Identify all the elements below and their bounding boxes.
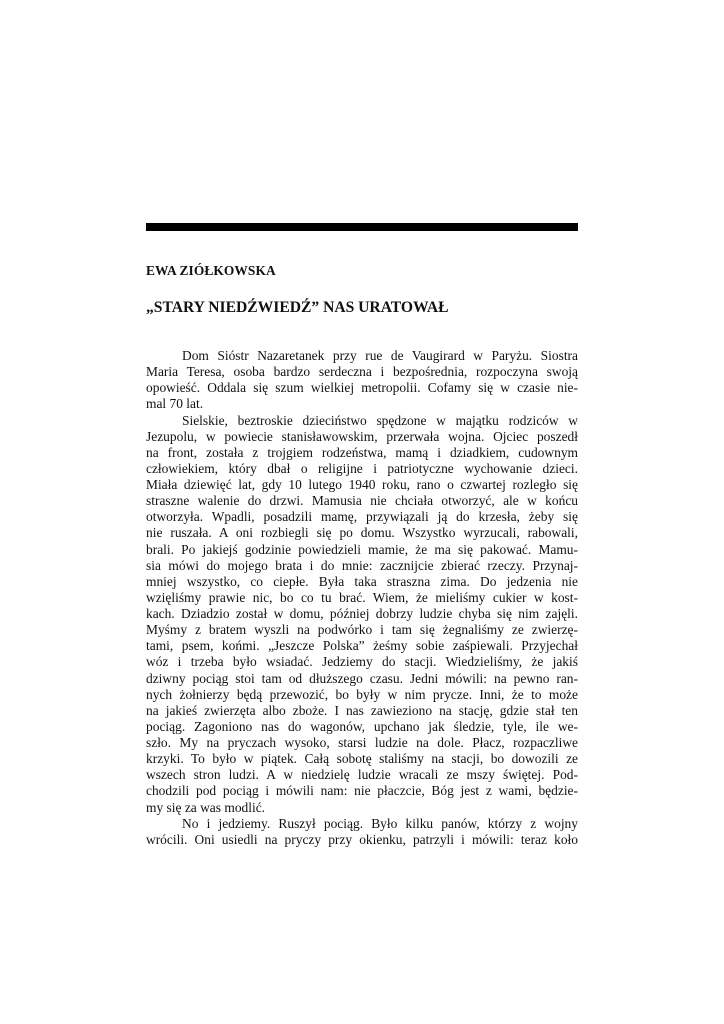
body-text-line: człowiekiem, który dbał o religijne i patriotyczne wychowanie dzieci.	[146, 460, 578, 476]
body-text-line: mniej wszystko, co ciepłe. Była taka straszna zima. Do jedzenia nie	[146, 573, 578, 589]
body-text-line: mal 70 lat.	[146, 396, 204, 412]
body-text-line: dziwny pociąg stoi tam od dłuższego czasu. Jedni mówili: na pewno ran-	[146, 670, 578, 686]
body-text-line: Sielskie, beztroskie dzieciństwo spędzone w majątku rodziców w	[182, 412, 578, 428]
body-text-line: Jezupolu, w powiecie stanisławowskim, przerwała wojna. Ojciec poszedł	[146, 428, 578, 444]
body-text-line: wszech stron ludzi. A w niedzielę ludzie wracali ze mszy świętej. Pod-	[146, 767, 578, 783]
body-text-line: wóz i trzeba było wsiadać. Jedziemy do stacji. Wiedzieliśmy, że jakiś	[146, 654, 578, 670]
body-text-line: nych żołnierzy będą przewozić, bo były w nim prycze. Inni, że to może	[146, 686, 578, 702]
body-text-line: krzyki. To było w piątek. Całą sobotę staliśmy na stacji, bo dowozili ze	[146, 751, 578, 767]
body-text-line: tami, psem, końmi. „Jeszcze Polska” żeśmy sobie zaśpiewali. Przyjechał	[146, 638, 578, 654]
body-text-line: my się za was modlić.	[146, 799, 266, 815]
body-text-line: na front, została z trojgiem rodzeństwa, mamą i dziadkiem, cudownym	[146, 444, 578, 460]
body-text-line: otworzyła. Wpadli, posadzili mamę, przywiązali ją do krzesła, żeby się	[146, 509, 578, 525]
body-text-line: nie ruszała. A oni rozbiegli się po domu. Wszystko wyrzucali, rabowali,	[146, 525, 578, 541]
body-text-line: szło. My na pryczach wysoko, starsi ludzie na dole. Płacz, rozpaczliwe	[146, 735, 578, 750]
body-text-line: na jakieś zwierzęta albo zboże. I nas zawieziono na stację, gdzie stał ten	[146, 702, 578, 718]
body-text-line: Dom Sióstr Nazaretanek przy rue de Vaugirard w Paryżu. Siostra	[182, 348, 578, 363]
article-author: EWA ZIÓŁKOWSKA	[146, 263, 276, 278]
body-text-line: pociąg. Zagoniono nas do wagonów, upchano jak śledzie, tyle, ile we-	[146, 718, 578, 734]
body-text-line: sia mówi do mojego brata i do mnie: zacznijcie zbierać rzeczy. Przynaj-	[146, 557, 578, 573]
article-title: „STARY NIEDŹWIEDŹ” NAS URATOWAŁ	[146, 299, 449, 316]
header-rule	[146, 223, 578, 231]
body-text-line: wzięliśmy prawie nic, bo co tu brać. Wiem, że mieliśmy cukier w kost-	[146, 589, 578, 605]
body-text-line: Myśmy z bratem wyszli na podwórko i tam się żegnaliśmy ze zwierzę-	[146, 622, 578, 638]
body-text-line: No i jedziemy. Ruszył pociąg. Było kilku panów, którzy z wojny	[182, 815, 578, 831]
body-text-line: chodzili pod pociąg i mówili nam: nie płaczcie, Bóg jest z wami, będzie-	[146, 783, 578, 799]
body-text-line: straszne walenie do drzwi. Mamusia nie chciała otworzyć, ale w końcu	[146, 493, 578, 509]
body-text-line: kach. Dziadzio został w domu, później dobrzy ludzie chyba się nim zajęli.	[146, 606, 578, 621]
body-text-line: wrócili. Oni usiedli na pryczy przy okienku, patrzyli i mówili: teraz koło	[146, 831, 578, 847]
body-text-line: opowieść. Oddala się szum wielkiej metropolii. Cofamy się w czasie nie-	[146, 380, 578, 396]
body-text-line: Miała dziewięć lat, gdy 10 lutego 1940 roku, rano o czwartej rozległo się	[146, 477, 578, 492]
body-text-line: Maria Teresa, osoba bardzo serdeczna i bezpośrednia, rozpoczyna swoją	[146, 364, 578, 380]
body-text-line: brali. Po jakiejś godzinie powiedzieli mamie, że ma się pakować. Mamu-	[146, 541, 578, 557]
article-body	[146, 348, 578, 848]
